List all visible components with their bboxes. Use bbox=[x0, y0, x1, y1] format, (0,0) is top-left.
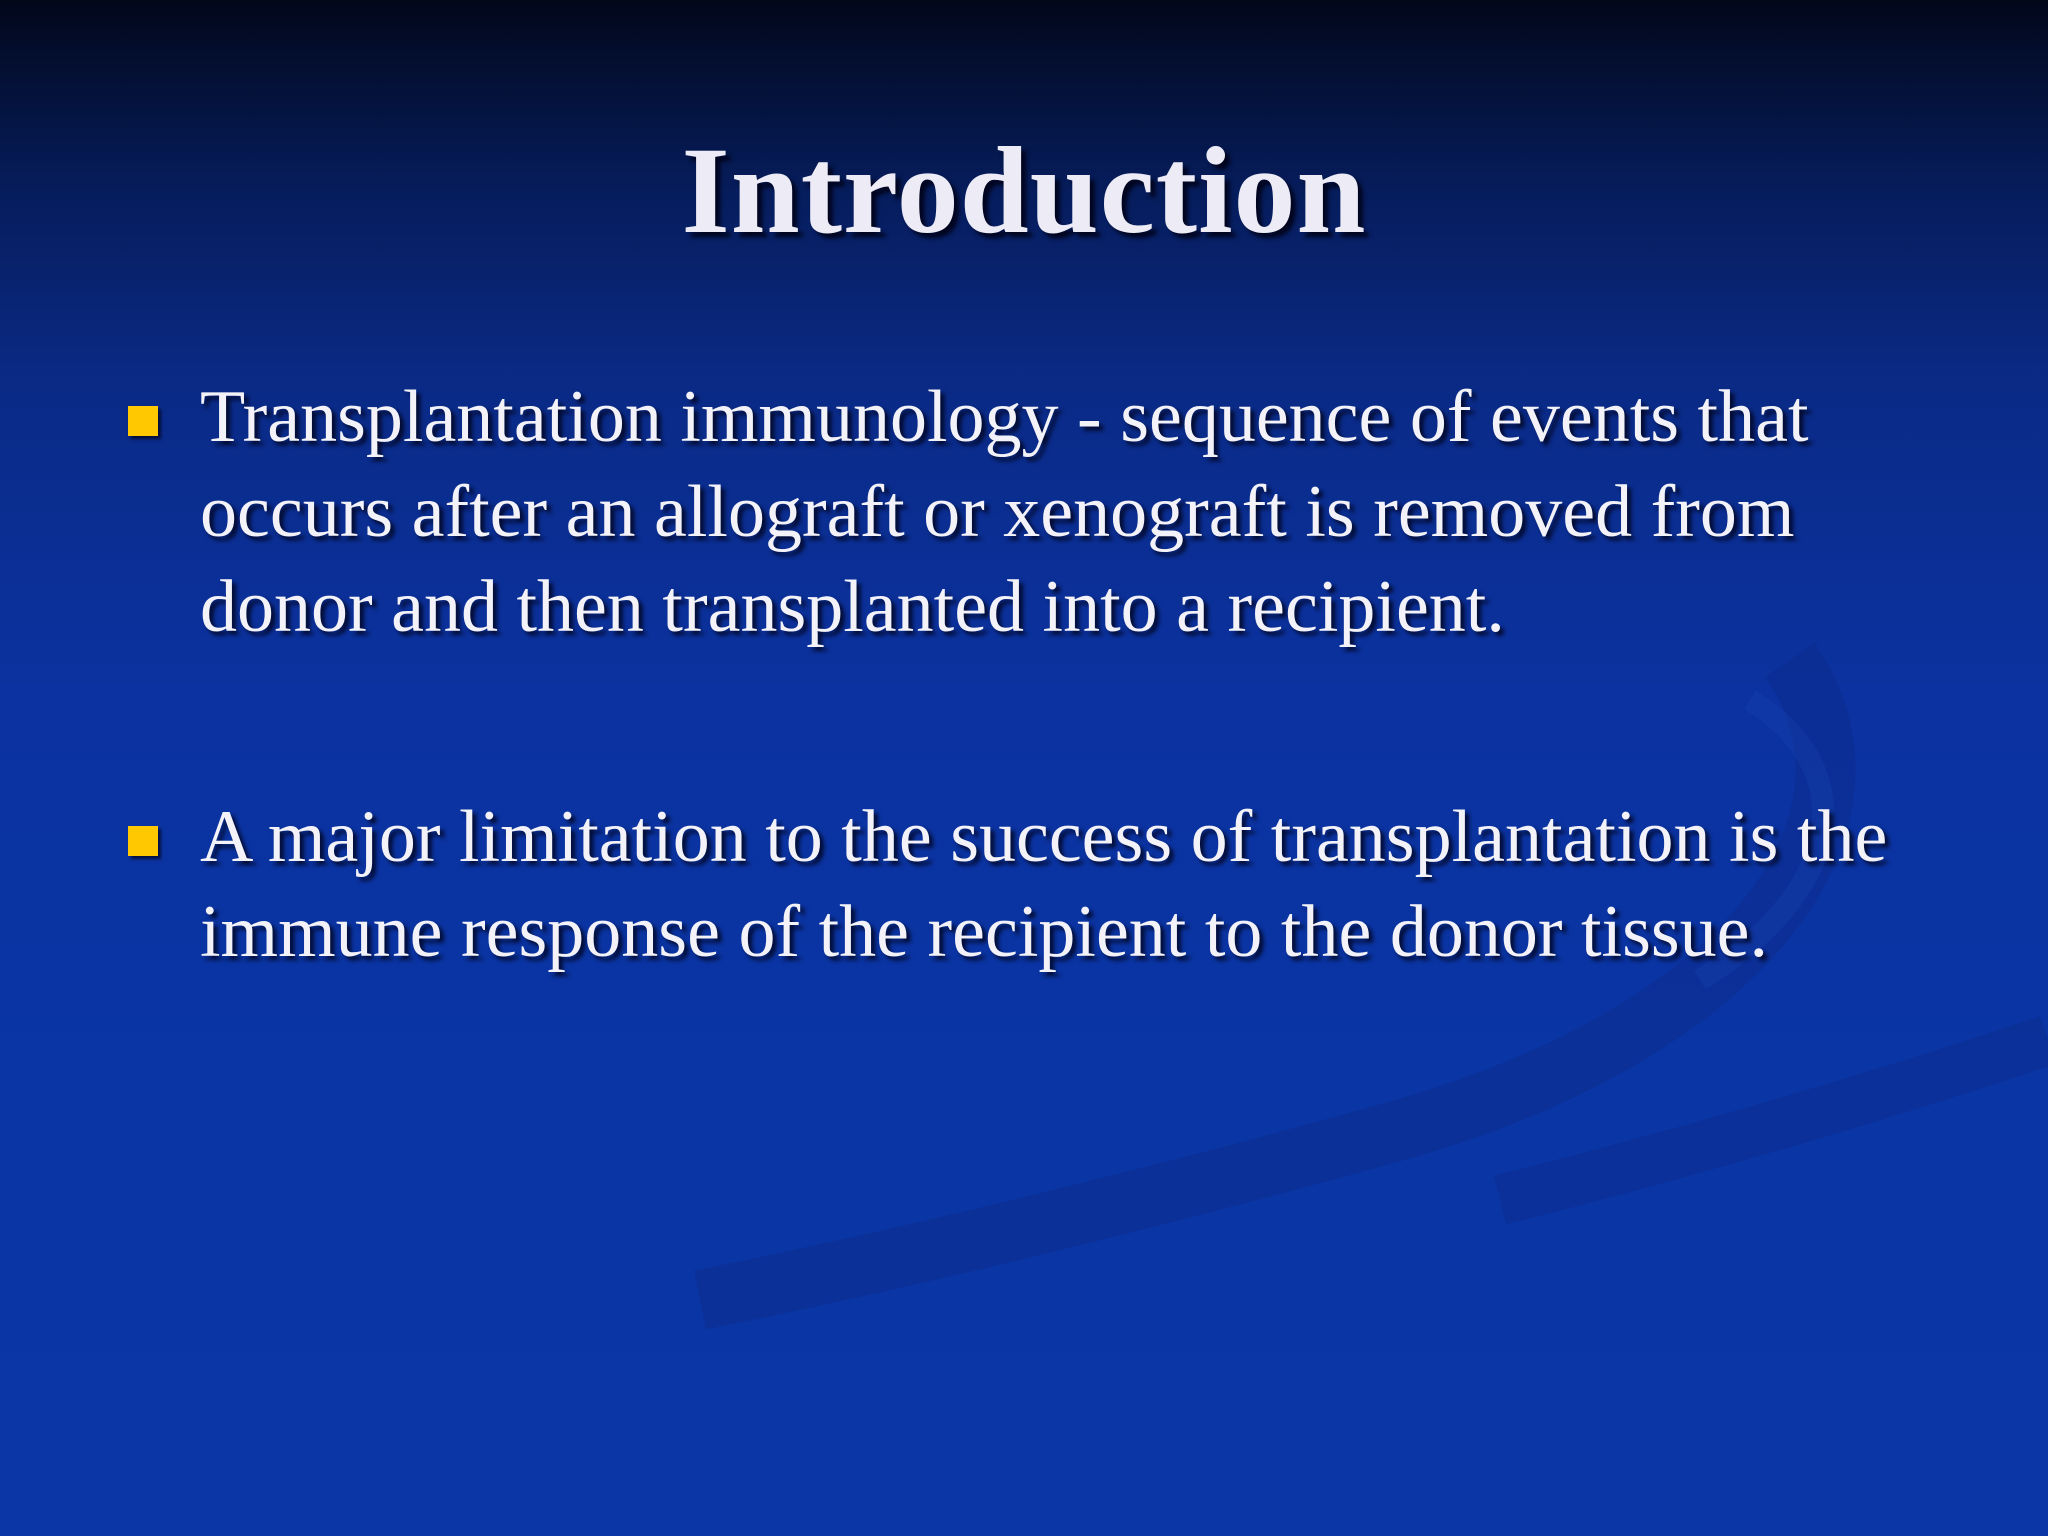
bullet-text: Transplantation immunology - sequence of events that occurs after an allograft or xenograft is removed from donor and then transplanted into a recipient. bbox=[200, 376, 1809, 648]
bullet-text: A major limitation to the success of transplantation is the immune response of the recipient to the donor tissue. bbox=[200, 796, 1888, 973]
square-bullet-icon bbox=[128, 826, 158, 856]
slide-title: Introduction bbox=[681, 122, 1367, 259]
square-bullet-icon bbox=[128, 406, 158, 436]
